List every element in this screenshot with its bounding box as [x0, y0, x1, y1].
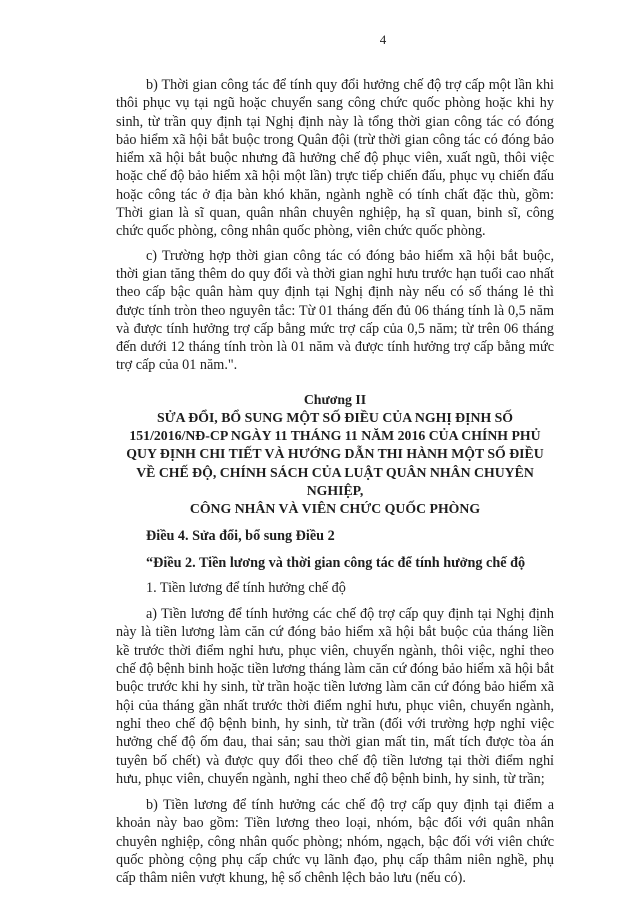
- chapter-heading-line: VỀ CHẾ ĐỘ, CHÍNH SÁCH CỦA LUẬT QUÂN NHÂN CHUYÊN NGHIỆP,: [136, 464, 534, 498]
- paragraph-b: b) Thời gian công tác để tính quy đổi hưởng chế độ trợ cấp một lần khi thôi phục vụ tại ngũ hoặc chuyển sang công chức quốc phòng hoặc khi hy sinh, từ trần quy định tại Nghị định này là tổng thời gian công tác có đóng bảo hiểm xã hội bắt buộc trong Quân đội (trừ thời gian công tác có đóng bảo hiểm xã hội bắt buộc nhưng đã hưởng chế độ phục viên, xuất ngũ, thôi việc hoặc chế độ bảo hiểm xã hội một lần) trực tiếp chiến đấu, phục vụ chiến đấu hoặc công tác ở địa bàn khó khăn, ngành nghề có tính chất đặc thù, gồm: Thời gian là sĩ quan, quân nhân chuyên nghiệp, hạ sĩ quan, binh sĩ, công chức quốc phòng, công nhân quốc phòng, viên chức quốc phòng.: [116, 77, 554, 240]
- page-number: 4: [379, 32, 387, 47]
- chapter-heading-line: SỬA ĐỔI, BỔ SUNG MỘT SỐ ĐIỀU CỦA NGHỊ ĐỊNH SỐ: [156, 409, 514, 425]
- chapter-title: Chương II: [303, 391, 367, 407]
- point-1-a: a) Tiền lương để tính hưởng các chế độ trợ cấp quy định tại Nghị định này là tiền lương làm căn cứ đóng bảo hiểm xã hội bắt buộc của tháng liền kề trước thời điểm nghỉ hưu, phục viên, chuyển ngành, thôi việc, nghỉ theo chế độ bệnh binh hoặc tiền lương tháng làm căn cứ đóng bảo hiểm xã hội bắt buộc trước khi hy sinh, từ trần hoặc tiền lương làm căn cứ đóng bảo hiểm xã hội của tháng gần nhất trước thời điểm nghỉ hưu, phục viên, chuyển ngành, nghỉ theo chế độ bệnh binh, hy sinh, từ trần (đối với trường hợp nghỉ việc hưởng chế độ ốm đau, thai sản; sau thời gian mất tin, mất tích được tòa án tuyên bố chết) và được quy đổi theo chế độ tiền lương tại thời điểm nghỉ hưu, phục viên, chuyển ngành, nghỉ theo chế độ bệnh binh, hy sinh, từ trần;: [116, 606, 554, 787]
- article-2-heading: “Điều 2. Tiền lương và thời gian công tác để tính hưởng chế độ: [146, 555, 526, 572]
- chapter-heading-line: CÔNG NHÂN VÀ VIÊN CHỨC QUỐC PHÒNG: [189, 500, 481, 516]
- paragraph-c: c) Trường hợp thời gian công tác có đóng bảo hiểm xã hội bắt buộc, thời gian tăng thêm do quy đổi và thời gian nghỉ hưu trước hạn tuổi cao nhất theo cấp bậc quân hàm quy định tại Nghị định này nếu có số tháng lẻ thì được tính tròn theo nguyên tắc: Từ 01 tháng đến đủ 06 tháng tính là 0,5 năm và được tính hưởng trợ cấp bằng mức trợ cấp của 0,5 năm; từ trên 06 tháng đến dưới 12 tháng tính tròn là 01 năm và được tính hưởng trợ cấp bằng mức trợ cấp của 01 năm.".: [116, 247, 554, 374]
- chapter-block: [116, 391, 554, 518]
- chapter-heading: [116, 409, 554, 518]
- chapter-heading-line: QUY ĐỊNH CHI TIẾT VÀ HƯỚNG DẪN THI HÀNH MỘT SỐ ĐIỀU: [126, 446, 544, 462]
- chapter-heading-line: 151/2016/NĐ-CP NGÀY 11 THÁNG 11 NĂM 2016 CỦA CHÍNH PHỦ: [129, 428, 541, 444]
- point-1-heading: 1. Tiền lương để tính hưởng chế độ: [146, 580, 346, 597]
- article-4-heading: Điều 4. Sửa đổi, bổ sung Điều 2: [146, 528, 335, 545]
- point-1-b: b) Tiền lương để tính hưởng các chế độ trợ cấp quy định tại điểm a khoản này bao gồm: Tiền lương theo loại, nhóm, bậc đối với quân nhân chuyên nghiệp, công nhân quốc phòng; nhóm, ngạch, bậc đối với viên chức quốc phòng cộng phụ cấp chức vụ lãnh đạo, phụ cấp thâm niên nghề, phụ cấp thâm niên vượt khung, hệ số chênh lệch bảo lưu (nếu có).: [116, 797, 554, 887]
